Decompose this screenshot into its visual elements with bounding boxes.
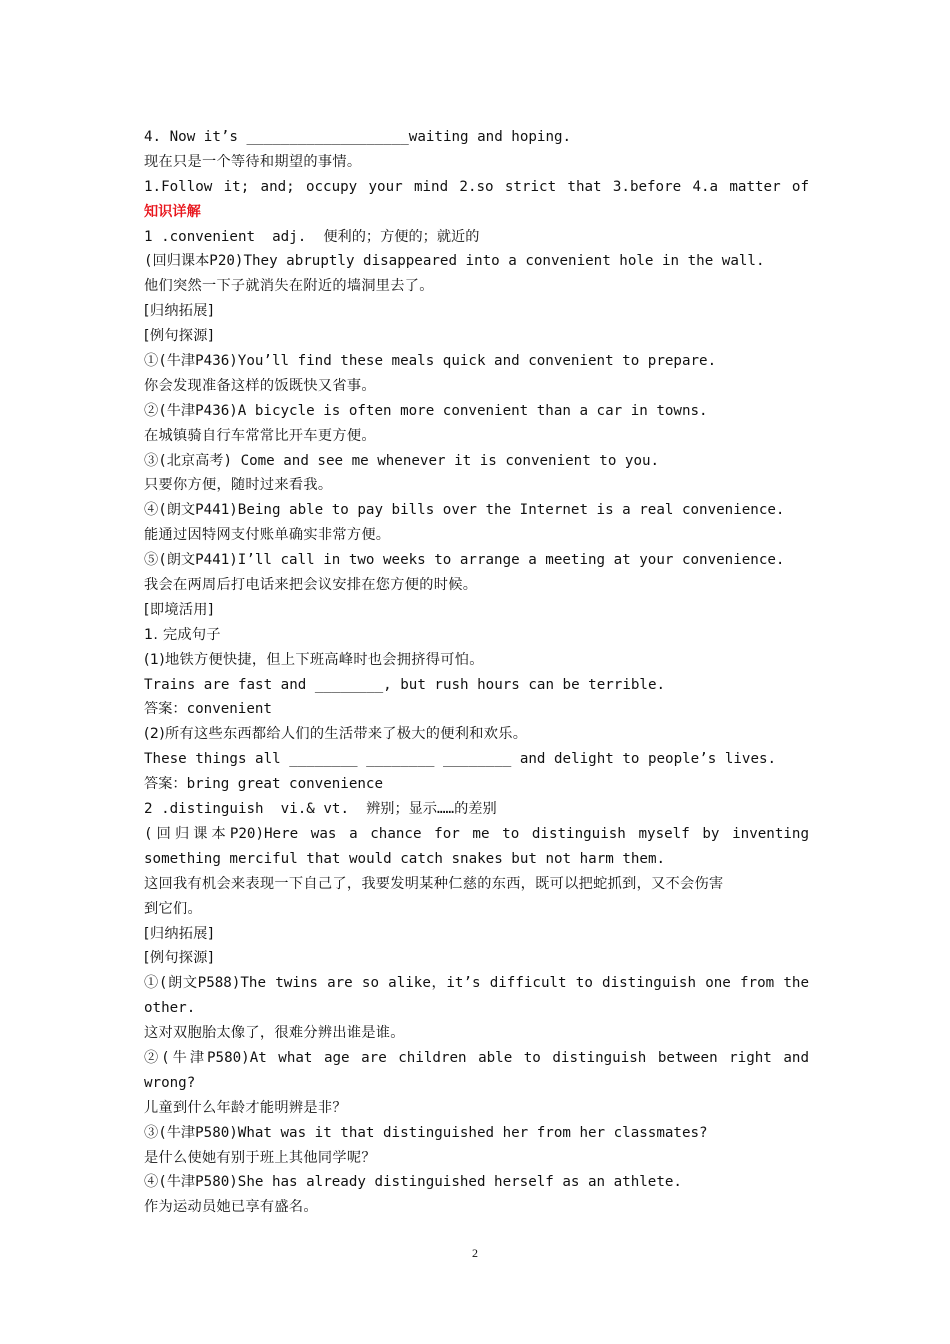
subsection-label: [归纳拓展] xyxy=(144,925,214,942)
example-sentence: ①(牛津P436)You’ll find these meals quick and convenient to prepare. xyxy=(144,353,717,370)
subsection-label: [即境活用] xyxy=(144,601,214,618)
answer-key-line: 1.Follow it; and; occupy your mind 2.so strict that 3.before 4.a matter of xyxy=(144,178,809,195)
example-sentence: ④(牛津P580)She has already distinguished herself as an athlete. xyxy=(144,1174,682,1191)
exercise-title: 1. 完成句子 xyxy=(144,626,221,643)
translation-line: 这回我有机会来表现一下自己了，我要发明某种仁慈的东西，既可以把蛇抓到，又不会伤害 xyxy=(144,875,724,892)
translation-line: 能通过因特网支付账单确实非常方便。 xyxy=(144,527,391,544)
translation-line: 他们突然一下子就消失在附近的墙洞里去了。 xyxy=(144,278,434,295)
exercise-prompt: (2)所有这些东西都给人们的生活带来了极大的便利和欢乐。 xyxy=(144,726,528,743)
translation-line: 现在只是一个等待和期望的事情。 xyxy=(144,153,362,170)
translation-line: 到它们。 xyxy=(144,900,202,917)
translation-line: 是什么使她有别于班上其他同学呢？ xyxy=(144,1149,376,1166)
example-sentence: ④(朗文P441)Being able to pay bills over the Internet is a real convenience. xyxy=(144,502,785,519)
example-sentence: ①(朗文P588)The twins are so alike，it’s difficult to distinguish one from the xyxy=(144,975,809,992)
exercise-answer: 答案：convenient xyxy=(144,701,272,718)
example-sentence: ②(牛津P580)At what age are children able to distinguish between right and xyxy=(144,1049,809,1066)
translation-line: 作为运动员她已享有盛名。 xyxy=(144,1199,318,1216)
translation-line: 在城镇骑自行车常常比开车更方便。 xyxy=(144,427,376,444)
translation-line: 我会在两周后打电话来把会议安排在您方便的时候。 xyxy=(144,577,478,594)
translation-line: 这对双胞胎太像了，很难分辨出谁是谁。 xyxy=(144,1025,405,1042)
example-sentence: wrong? xyxy=(144,1074,196,1091)
exercise-prompt: (1)地铁方便快捷，但上下班高峰时也会拥挤得可怕。 xyxy=(144,651,484,668)
example-sentence: ③(牛津P580)What was it that distinguished her from her classmates? xyxy=(144,1124,708,1141)
translation-line: 你会发现准备这样的饭既快又省事。 xyxy=(144,377,376,394)
exercise-sentence: These things all ________ ________ ________ and delight to people’s lives. xyxy=(144,751,777,768)
example-sentence: ②(牛津P436)A bicycle is often more convenient than a car in towns. xyxy=(144,402,708,419)
translation-line: 儿童到什么年龄才能明辨是非？ xyxy=(144,1099,347,1116)
translation-line: 只要你方便，随时过来看我。 xyxy=(144,477,333,494)
subsection-label: [例句探源] xyxy=(144,328,214,345)
subsection-label: [例句探源] xyxy=(144,950,214,967)
example-sentence: other. xyxy=(144,1000,196,1017)
exercise-answer: 答案：bring great convenience xyxy=(144,776,384,793)
exercise-line: 4. Now it’s ___________________waiting and hoping. xyxy=(144,129,572,145)
document-body xyxy=(144,125,809,1220)
example-sentence: ③(北京高考) Come and see me whenever it is convenient to you. xyxy=(144,452,660,469)
example-sentence: (回归课本P20)Here was a chance for me to distinguish myself by inventing xyxy=(144,825,809,842)
example-sentence: (回归课本P20)They abruptly disappeared into a convenient hole in the wall. xyxy=(144,253,765,270)
vocab-entry-title: 2 .distinguish vi.& vt. 辨别；显示……的差别 xyxy=(144,801,497,818)
subsection-label: [归纳拓展] xyxy=(144,303,214,320)
example-sentence: ⑤(朗文P441)I’ll call in two weeks to arrange a meeting at your convenience. xyxy=(144,552,785,569)
page-number: 2 xyxy=(472,1246,478,1260)
example-sentence: something merciful that would catch snakes but not harm them. xyxy=(144,850,666,867)
vocab-entry-title: 1 .convenient adj. 便利的；方便的；就近的 xyxy=(144,228,480,245)
section-heading: 知识详解 xyxy=(144,203,201,220)
exercise-sentence: Trains are fast and ________, but rush hours can be terrible. xyxy=(144,676,666,693)
